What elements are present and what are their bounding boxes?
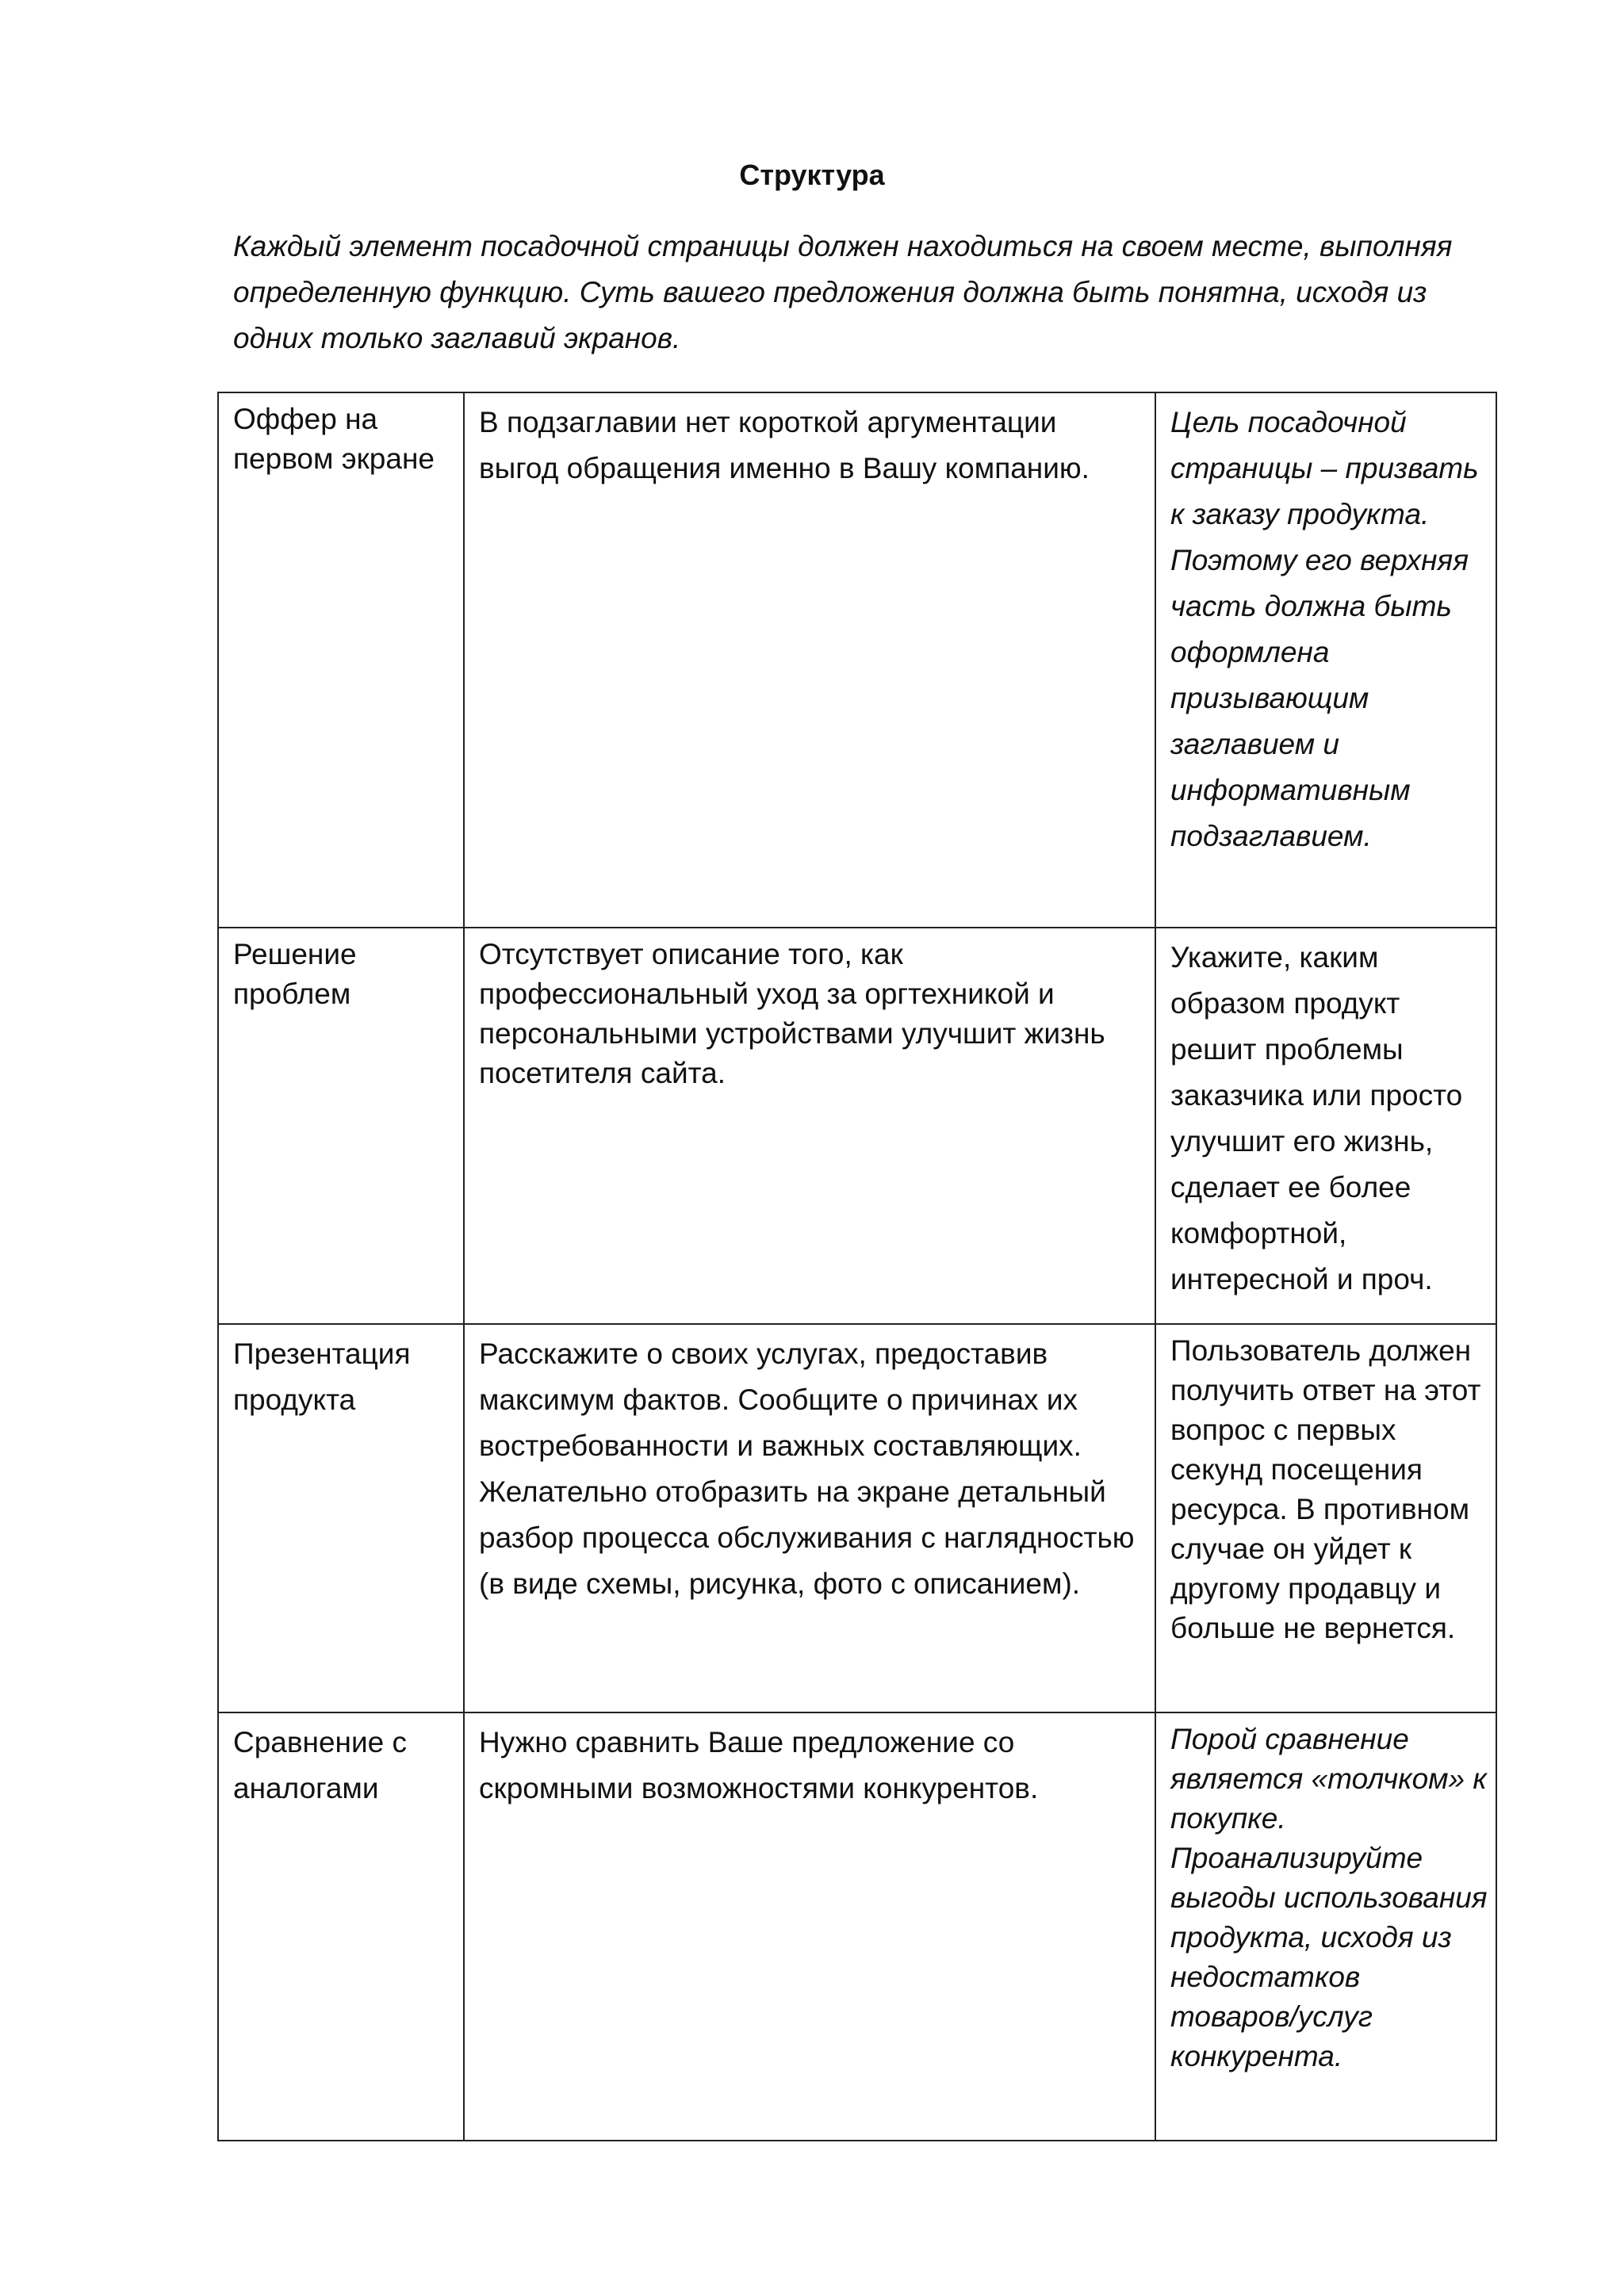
page-title: Структура bbox=[739, 159, 885, 191]
table-row bbox=[218, 928, 1496, 1324]
row-recommendation-cell: Цель посадочной страницы – призвать к заказу продукта. Поэтому его верхняя часть должна быть оформлена призывающим заглавием и информативным подзаглавием. bbox=[1155, 392, 1496, 928]
row-problem-cell: В подзаглавии нет короткой аргументации выгод обращения именно в Вашу компанию. bbox=[464, 392, 1155, 928]
row-recommendation-cell: Порой сравнение является «толчком» к покупке. Проанализируйте выгоды использования продукта, исходя из недостатков товаров/услуг конкурента. bbox=[1155, 1712, 1496, 2141]
structure-table bbox=[217, 392, 1497, 2141]
intro-paragraph: Каждый элемент посадочной страницы должен находиться на своем месте, выполняя определенную функцию. Суть вашего предложения должна быть понятна, исходя из одних только заглавий экранов. bbox=[233, 230, 1453, 354]
row-recommendation-cell: Пользователь должен получить ответ на этот вопрос с первых секунд посещения ресурса. В противном случае он уйдет к другому продавцу и больше не вернется. bbox=[1155, 1324, 1496, 1712]
row-problem-cell: Нужно сравнить Ваше предложение со скромными возможностями конкурентов. bbox=[464, 1712, 1155, 2141]
row-problem-cell: Расскажите о своих услугах, предоставив максимум фактов. Сообщите о причинах их востребованности и важных составляющих. Желательно отобразить на экране детальный разбор процесса обслуживания с наглядностью (в виде схемы, рисунка, фото с описанием). bbox=[464, 1324, 1155, 1712]
row-recommendation-cell: Укажите, каким образом продукт решит проблемы заказчика или просто улучшит его жизнь, сделает ее более комфортной, интересной и проч. bbox=[1155, 928, 1496, 1324]
row-element-cell: Решение проблем bbox=[218, 928, 464, 1324]
row-element-cell: Презентация продукта bbox=[218, 1324, 464, 1712]
row-element-cell: Сравнение с аналогами bbox=[218, 1712, 464, 2141]
row-problem-cell: Отсутствует описание того, как профессиональный уход за оргтехникой и персональными устройствами улучшит жизнь посетителя сайта. bbox=[464, 928, 1155, 1324]
row-element-cell: Оффер на первом экране bbox=[218, 392, 464, 928]
table-row bbox=[218, 392, 1496, 928]
table-row bbox=[218, 1712, 1496, 2141]
table-row bbox=[218, 1324, 1496, 1712]
